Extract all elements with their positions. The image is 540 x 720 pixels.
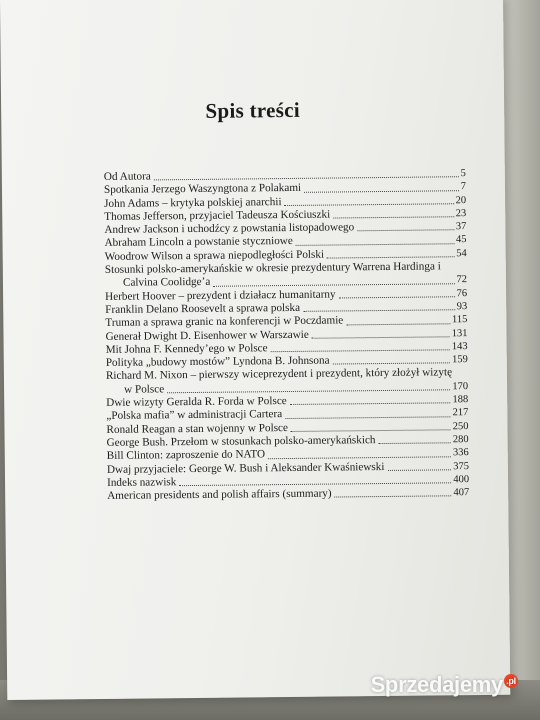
watermark-suffix-badge: .pl [504,674,518,688]
toc-leader-dots [335,496,452,498]
toc-leader-dots [296,243,454,246]
toc-page-number: 143 [451,340,468,353]
toc-page-number: 23 [455,208,467,220]
toc-leader-dots [285,203,454,206]
toc-entry-title: Ronald Reagan a stan wojenny w Polsce [106,421,289,436]
toc-entry-title: Andrew Jackson i uchodźcy z powstania listopadowego [104,221,355,237]
toc-page-number: 93 [456,301,468,313]
toc-page-number: 375 [453,460,469,472]
toc-entry-title: George Bush. Przełom w stosunkach polsko-amerykańskich [106,434,376,449]
toc-leader-dots [333,216,454,218]
toc-entry-title: Franklin Delano Roosevelt a sprawa polska [105,301,301,316]
toc-page-number: 20 [455,194,467,206]
watermark-logo [371,672,518,698]
toc-page-number: 188 [452,394,469,406]
toc-leader-dots [379,443,451,445]
toc-entry-title: Abraham Lincoln a powstanie styczniowe [104,235,293,250]
toc-entry-title: Stosunki polsko-amerykańskie w okresie prezydentury Warrena Hardinga i [104,260,441,276]
toc-leader-dots [327,256,454,258]
toc-entry [107,486,469,503]
toc-leader-dots [312,336,450,338]
toc-page-number: 76 [456,287,468,299]
toc-page-number: 115 [451,314,468,326]
toc-page-number: 7 [460,181,467,193]
toc-leader-dots [285,416,450,419]
toc-entry-title: Od Autora [103,170,151,183]
toc-entry-title: Truman a sprawa granic na konferencji w Poczdamie [105,314,344,330]
toc-leader-dots [303,310,455,313]
page-title: Spis treści [205,97,301,123]
toc-page-number: 407 [453,487,470,499]
toc-entry-title: Richard M. Nixon – pierwszy wiceprezydent i prezydent, który złożył wizytę [105,366,453,383]
toc-leader-dots [268,456,451,459]
toc-page-number: 37 [455,221,467,233]
toc-leader-dots [357,230,454,232]
toc-entry-title: Dwie wizyty Geralda R. Forda w Polsce [106,395,287,409]
toc-page-number: 72 [456,274,468,286]
toc-page-number: 280 [452,434,469,446]
toc-entry-title: Spotkania Jerzego Waszyngtona z Polakami [103,182,302,197]
toc-leader-dots [167,389,450,393]
table-of-contents [104,167,469,503]
toc-leader-dots [333,363,451,365]
toc-entry-continuation: w Polsce [124,383,165,396]
toc-entry-title: Woodrow Wilson a sprawa niepodległości Polski [104,248,325,263]
toc-page-number: 159 [451,354,468,366]
toc-page-number: 170 [452,380,469,393]
toc-leader-dots [388,469,452,471]
toc-page-number: 5 [460,168,466,180]
toc-leader-dots [271,349,450,352]
toc-page-number: 217 [452,407,469,419]
toc-leader-dots [291,429,451,432]
toc-entry-title: Indeks nazwisk [106,476,177,489]
toc-page-number: 45 [455,234,467,246]
toc-page-number: 250 [452,420,469,432]
toc-entry-title: Dwaj przyjaciele: George W. Bush i Aleksander Kwaśniewski [106,460,385,476]
toc-leader-dots [290,403,451,406]
toc-page-number: 400 [453,473,470,486]
toc-leader-dots [339,296,455,298]
toc-entry-title: Herbert Hoover – prezydent i działacz humanitarny [105,288,336,303]
toc-entry-continuation: Calvina Coolidge’a [122,276,211,290]
toc-entry-title: American presidents and polish affairs (summary) [107,487,332,503]
toc-entry-title: Polityka „budowy mostów” Lyndona B. Johnsona [105,354,330,370]
toc-page-number: 131 [451,327,468,339]
toc-page-number: 54 [456,247,467,260]
toc-entry-title: Generał Dwight D. Eisenhower w Warszawie [105,328,309,343]
toc-entry-title: Bill Clinton: zaproszenie do NATO [106,448,266,463]
toc-leader-dots [213,283,454,287]
toc-page-number: 336 [452,447,469,459]
toc-leader-dots [346,323,450,325]
toc-entry-title: Mit Johna F. Kennedy’ego w Polsce [105,342,268,356]
toc-leader-dots [304,190,459,193]
toc-entry-title: „Polska mafia” w administracji Cartera [106,408,283,423]
toc-entry-title: John Adams – krytyka polskiej anarchii [104,195,282,210]
toc-entry-title: Thomas Jefferson, przyjaciel Tadeusza Kościuszki [104,208,331,223]
toc-leader-dots [179,482,451,486]
watermark-text: Sprzedajemy [370,672,503,697]
